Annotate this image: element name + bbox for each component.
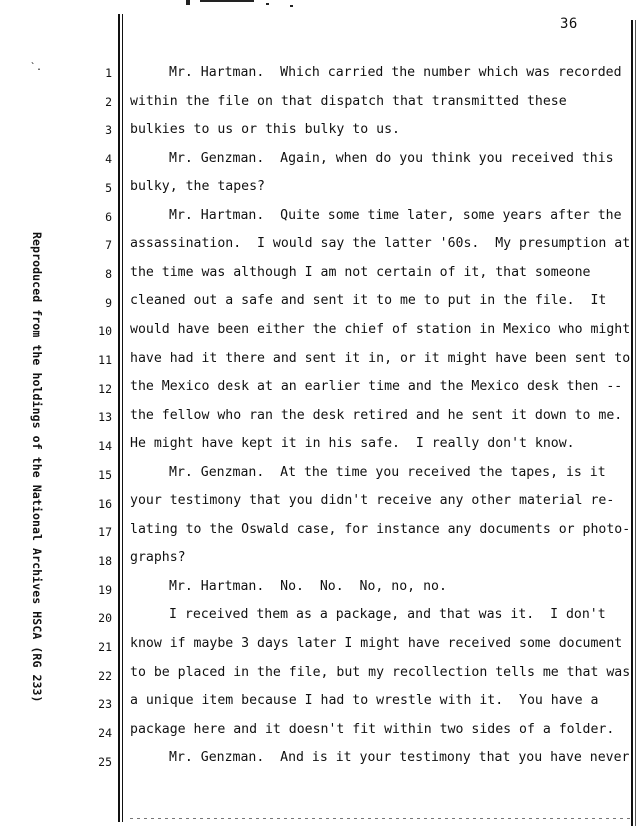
scan-bottom-edge <box>130 818 630 819</box>
transcript-line: Mr. Genzman. At the time you received the tapes, is it <box>169 464 606 480</box>
line-number: 24 <box>98 726 112 741</box>
line-number: 21 <box>98 640 112 654</box>
transcript-line: have had it there and sent it in, or it might have been sent to <box>130 350 631 366</box>
line-number: 8 <box>105 266 112 281</box>
line-number: 20 <box>98 611 112 626</box>
transcript-line: Mr. Genzman. And is it your testimony that you have never <box>169 750 630 766</box>
transcript-line: assassination. I would say the latter '60s. My presumption at <box>130 236 631 252</box>
line-number: 3 <box>105 123 112 138</box>
line-number: 1 <box>105 66 112 80</box>
line-number: 16 <box>98 496 112 511</box>
line-number: 12 <box>98 381 112 396</box>
line-number: 5 <box>105 180 112 195</box>
transcript-line: Mr. Hartman. No. No. No, no, no. <box>169 578 447 594</box>
transcript-line: He might have kept it in his safe. I really don't know. <box>130 436 575 452</box>
left-margin-rule <box>118 14 120 822</box>
archive-stamp <box>28 232 44 703</box>
line-number: 25 <box>98 754 112 769</box>
line-number: 9 <box>105 295 112 310</box>
line-number: 7 <box>105 238 112 253</box>
line-number: 14 <box>98 439 112 454</box>
transcript-line: Mr. Hartman. Which carried the number which was recorded <box>169 65 622 80</box>
transcript-line: lating to the Oswald case, for instance any documents or photo- <box>130 521 631 537</box>
transcript-line: I received them as a package, and that was it. I don't <box>169 607 606 623</box>
transcript-line: cleaned out a safe and sent it to me to put in the file. It <box>130 293 607 309</box>
line-number: 15 <box>98 467 112 482</box>
scan-mark-top <box>186 0 306 6</box>
transcript-line: bulkies to us or this bulky to us. <box>130 122 400 138</box>
line-number: 6 <box>105 209 112 224</box>
transcript-line: to be placed in the file, but my recollection tells me that was <box>130 664 631 680</box>
line-number: 19 <box>98 582 112 597</box>
transcript-line: the time was although I am not certain of it, that someone <box>130 264 591 280</box>
transcript-line: bulky, the tapes? <box>130 179 265 195</box>
transcript-line: the fellow who ran the desk retired and he sent it down to me. <box>130 407 623 423</box>
line-number: 17 <box>98 525 112 540</box>
line-number: 23 <box>98 697 112 712</box>
archive-stamp-text: Reproduced from the holdings of the National Archives HSCA (RG 233) <box>30 232 44 703</box>
line-number: 18 <box>98 553 112 568</box>
transcript-line: package here and it doesn't fit within two sides of a folder. <box>130 721 615 737</box>
transcript-line: graphs? <box>130 550 186 566</box>
transcript-line: know if maybe 3 days later I might have received some document <box>130 636 623 651</box>
scan-speck: `. <box>30 62 43 73</box>
transcript-line: within the file on that dispatch that transmitted these <box>130 93 567 109</box>
page-number: 36 <box>560 16 578 32</box>
line-number: 10 <box>98 324 112 339</box>
right-margin-rule <box>631 20 633 826</box>
transcript-line: would have been either the chief of station in Mexico who might <box>130 321 631 337</box>
transcript-line: your testimony that you didn't receive any other material re- <box>130 493 615 509</box>
line-number: 13 <box>98 410 112 425</box>
left-margin-rule-inner <box>122 14 123 822</box>
transcript-line: the Mexico desk at an earlier time and the Mexico desk then -- <box>130 379 623 395</box>
line-number: 2 <box>105 94 112 109</box>
transcript-line: Mr. Genzman. Again, when do you think you received this <box>169 150 614 166</box>
line-number: 11 <box>98 353 112 367</box>
transcript-line: a unique item because I had to wrestle with it. You have a <box>130 693 599 709</box>
right-margin-rule-outer <box>635 20 636 826</box>
line-number: 22 <box>98 668 112 683</box>
line-number: 4 <box>105 152 112 167</box>
transcript-line: Mr. Hartman. Quite some time later, some years after the <box>169 207 622 223</box>
